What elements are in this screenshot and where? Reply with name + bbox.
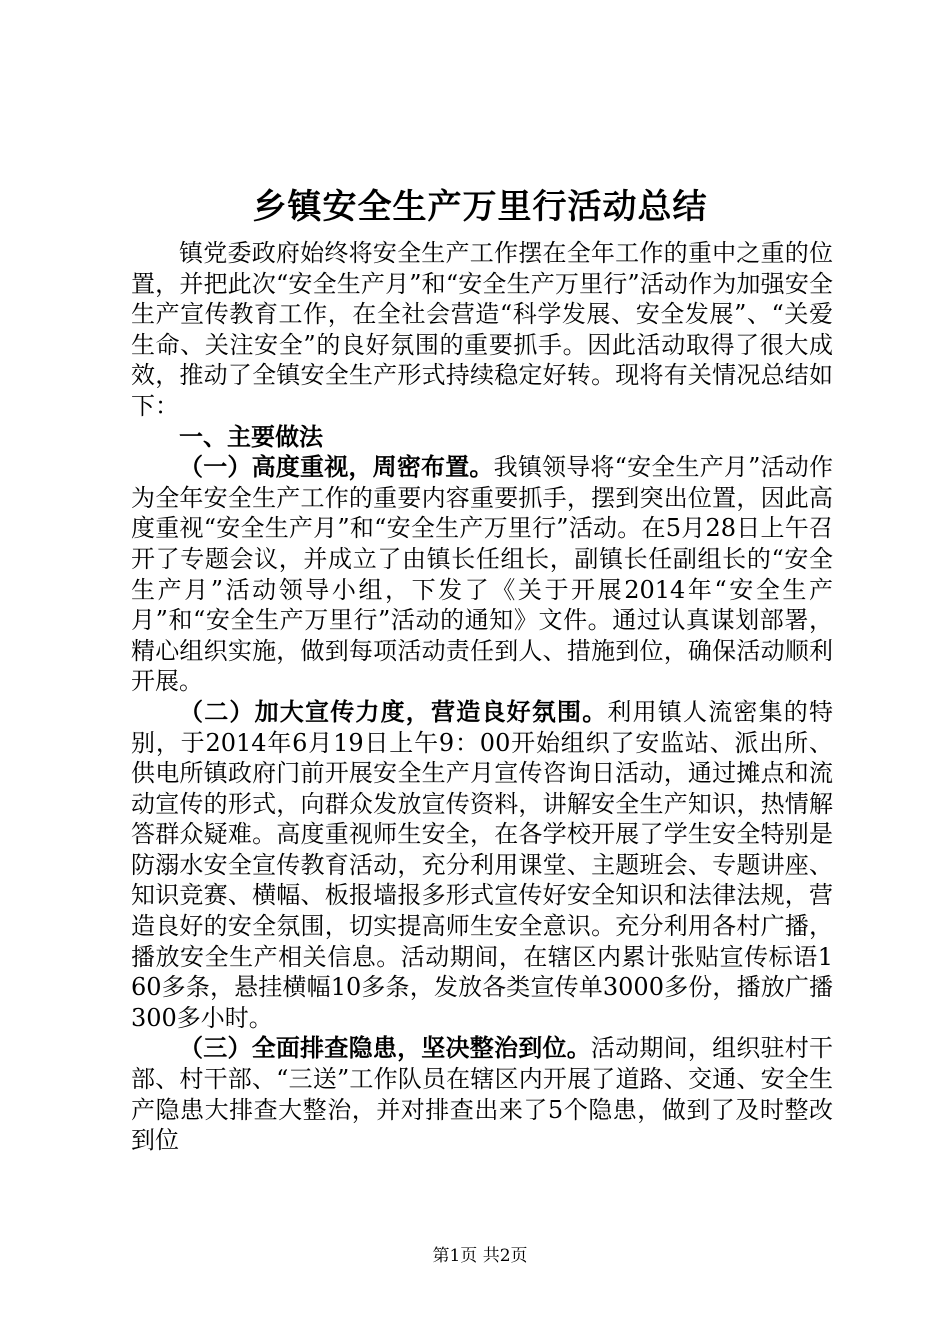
page-number-footer: 第1页 共2页 xyxy=(432,1246,528,1266)
intro-paragraph: 镇党委政府始终将安全生产工作摆在全年工作的重中之重的位置，并把此次“安全生产月”和“安全生产万里行”活动作为加强安全生产宣传教育工作，在全社会营造“科学发展、安全发展”、“关爱生命、关注安全”的良好氛围的重要抓手。因此活动取得了很大成效，推动了全镇安全生产形式持续稳定好转。现将有关情况总结如下： xyxy=(131,239,833,420)
document-title: 乡镇安全生产万里行活动总结 xyxy=(252,187,708,227)
item-paragraph-2 xyxy=(131,697,833,1034)
item-lead-2: （二）加大宣传力度，营造良好氛围。 xyxy=(179,697,608,726)
item-text-3: 活动期间，组织驻村干部、村干部、“三送”工作队员在辖区内开展了道路、交通、安全生产隐患大排查大整治，并对排查出来了5个隐患，做到了及时整改到位 xyxy=(131,1034,833,1155)
item-text-1: 我镇领导将“安全生产月”活动作为全年安全生产工作的重要内容重要抓手，摆到突出位置，因此高度重视“安全生产月”和“安全生产万里行”活动。在5月28日上午召开了专题会议，并成立了由镇长任组长，副镇长任副组长的“安全生产月”活动领导小组，下发了《关于开展2014年“安全生产月”和“安全生产万里行”活动的通知》文件。通过认真谋划部署，精心组织实施，做到每项活动责任到人、措施到位，确保活动顺利开展。 xyxy=(131,453,833,696)
document-body xyxy=(131,238,833,1156)
section-heading: 一、主要做法 xyxy=(179,422,323,451)
item-paragraph-3 xyxy=(131,1033,833,1155)
item-text-2: 利用镇人流密集的特别，于2014年6月19日上午9：00开始组织了安监站、派出所、供电所镇政府门前开展安全生产月宣传咨询日活动，通过摊点和流动宣传的形式，向群众发放宣传资料，讲解安全生产知识，热情解答群众疑难。高度重视师生安全，在各学校开展了学生安全特别是防溺水安全宣传教育活动，充分利用课堂、主题班会、专题讲座、知识竞赛、横幅、板报墙报多形式宣传好安全知识和法律法规，营造良好的安全氛围，切实提高师生安全意识。充分利用各村广播，播放安全生产相关信息。活动期间，在辖区内累计张贴宣传标语160多条，悬挂横幅10多条，发放各类宣传单3000多份，播放广播300多小时。 xyxy=(131,697,834,1032)
item-lead-3: （三）全面排查隐患，坚决整治到位。 xyxy=(179,1034,591,1063)
item-lead-1: （一）高度重视，周密布置。 xyxy=(179,453,494,482)
item-paragraph-1 xyxy=(131,452,833,697)
